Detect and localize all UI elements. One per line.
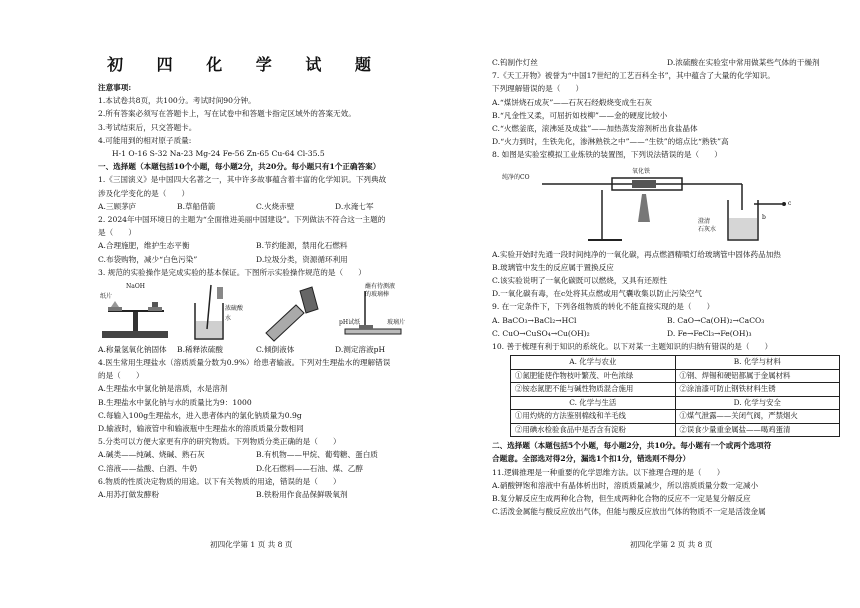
q8-option-c: C.该实验说明了一氧化碳既可以燃烧，又具有还原性 <box>492 276 668 286</box>
q1-stem: 1.《三国演义》是中国四大名著之一，其中许多故事蕴含着丰富的化学知识。下列典故 <box>98 175 387 185</box>
q9-option-b: B. CaO→Ca(OH)₂→CaCO₃ <box>667 315 765 325</box>
q2-option-a: A.合理施肥，维护生态平衡 <box>98 241 190 251</box>
table-cell: ②涂油漆可防止钢铁材料生锈 <box>675 383 840 397</box>
q1-options <box>98 200 414 213</box>
q6-stem: 6.物质的性质决定物质的用途。以下有关物质的用途，错误的是（ ） <box>98 476 341 486</box>
q7-option-b: B.“凡金性又柔，可屈折如枝柳”——金的硬度比较小 <box>492 110 668 120</box>
q3-figure-d-ph <box>335 281 414 343</box>
note-4: 4.可能用到的相对原子质量: <box>98 135 192 145</box>
table-row <box>511 396 840 410</box>
table-cell: ①氮肥能使作物枝叶繁茂、叶色浓绿 <box>511 369 676 383</box>
q3-stem: 3. 规范的实验操作是完成实验的基本保证。下图所示实验操作规范的是（ ） <box>98 267 366 277</box>
page-1-footer: 初四化学第 1 页 共 8 页 <box>210 540 293 549</box>
page-2-footer: 初四化学第 2 页 共 8 页 <box>630 540 713 549</box>
q3-figure-c-pouring <box>256 281 335 343</box>
q4-option-c: C.每输入100g生理盐水，进入患者体内的氯化钠质量为0.9g <box>98 410 302 420</box>
label-limewater-2: 石灰水 <box>698 225 717 233</box>
exam-title: 初 四 化 学 试 题 <box>107 55 385 74</box>
table-cell: B. 化学与材料 <box>675 356 840 370</box>
note-2: 2.所有答案必须写在答题卡上，写在试卷中和答题卡指定区域外的答案无效。 <box>98 109 356 119</box>
atomic-masses: H-1 O-16 S-32 Na-23 Mg-24 Fe-56 Zn-65 Cu-64 Cl-35.5 <box>112 149 325 159</box>
q4-option-a: A.生理盐水中氯化钠是溶质，水是溶剂 <box>98 384 228 394</box>
label-paper: 纸片 <box>100 293 113 301</box>
q4-stem-cont: 的是（ ） <box>98 371 144 381</box>
q3-caption-b: B.稀释浓硫酸 <box>177 345 223 355</box>
table-cell: D. 化学与安全 <box>675 396 840 410</box>
q8-option-d: D.一氧化碳有毒，在c处将其点燃或用气囊收集以防止污染空气 <box>492 289 702 299</box>
q3-caption-a: A.称量氢氧化钠固体 <box>98 345 167 355</box>
note-3: 3.考试结束后，只交答题卡。 <box>98 122 197 132</box>
q8-stem: 8. 如图是实验室模拟工业炼铁的装置图，下列说法错误的是（ ） <box>492 150 722 160</box>
q5-option-a: A.碱类——纯碱、烧碱、熟石灰 <box>98 450 205 460</box>
q1-option-c: C.火烧赤壁 <box>256 201 295 211</box>
q3-figures <box>98 281 414 343</box>
q1-option-d: D.水淹七军 <box>335 201 374 211</box>
section-2-heading-cont: 合题意。全部选对得2分，漏选1个扣1分，错选则不得分） <box>492 454 691 464</box>
q7-option-c: C.“火燃釜底，滚沸延及成盐”——加热蒸发溶剂析出食盐晶体 <box>492 124 698 134</box>
table-cell: ②铵态氮肥不能与碱性物质混合施用 <box>511 383 676 397</box>
q5-option-b: B.有机物——甲烷、葡萄糖、蛋白质 <box>256 450 378 460</box>
table-cell: ②误食少量重金属盐——喝鸡蛋清 <box>675 423 840 437</box>
q3-caption-c: C.倾倒液体 <box>256 345 295 355</box>
q3-caption-d: D.测定溶液pH <box>335 345 386 355</box>
table-row <box>511 369 840 383</box>
q9-option-c: C. CuO→CuSO₄→Cu(OH)₂ <box>492 328 590 338</box>
label-glass: 玻璃片 <box>387 319 406 327</box>
q9-options-row2 <box>492 327 842 340</box>
q6-option-a: A.用苏打做发酵粉 <box>98 490 160 500</box>
q5-options-row2 <box>98 462 414 475</box>
q6-option-c: C.钨制作灯丝 <box>492 58 538 67</box>
section-2-heading: 二、选择题（本题包括5个小题，每小题2分，共10分。每小题有一个或两个选项符 <box>492 441 772 451</box>
q9-stem: 9. 在一定条件下，下列各组物质的转化不能直接实现的是（ ） <box>492 302 715 312</box>
q8-option-a: A.实验开始时先通一段时间纯净的一氧化碳，再点燃酒精喷灯给玻璃管中固体药品加热 <box>492 249 781 259</box>
label-pure-co: 纯净的CO <box>502 173 530 181</box>
label-ph-paper: pH试纸 <box>339 319 361 327</box>
q1-option-a: A.三顾茅庐 <box>98 201 137 211</box>
label-c: c <box>788 199 792 207</box>
table-cell: C. 化学与生活 <box>511 396 676 410</box>
label-b: b <box>762 213 766 221</box>
q2-option-d: D.垃圾分类，资源循环利用 <box>256 254 348 264</box>
q6-option-b: B.铁粉用作食品保鲜吸氧剂 <box>256 490 348 500</box>
q6-options-row1 <box>98 488 414 501</box>
table-cell: ②用碘水检验食品中是否含有淀粉 <box>511 423 676 437</box>
q10-knowledge-table <box>510 355 840 437</box>
note-1: 1.本试卷共8页，共100分。考试时间90分钟。 <box>98 96 256 106</box>
q11-option-c: C.活泼金属能与酸反应放出气体，但能与酸反应放出气体的物质不一定是活泼金属 <box>492 507 766 517</box>
q5-options-row1 <box>98 448 414 461</box>
q5-option-c: C.溶液——盐酸、白酒、牛奶 <box>98 463 198 473</box>
q8-apparatus-figure <box>492 164 842 246</box>
q7-option-a: A.“煤饼烧石成灰”——石灰石经煅烧变成生石灰 <box>492 97 652 107</box>
q3-captions <box>98 343 414 356</box>
q9-option-a: A. BaCO₃→BaCl₂→HCl <box>492 315 577 325</box>
q8-option-b: B.玻璃管中发生的反应属于置换反应 <box>492 262 614 272</box>
q7-stem: 7.《天工开物》被誉为“中国17世纪的工艺百科全书”，其中蕴含了大量的化学知识。 <box>492 71 775 81</box>
q2-options-row1 <box>98 239 414 252</box>
label-limewater: 澄清 <box>698 217 711 225</box>
q6-option-d: D.浓硫酸在实验室中常用做某些气体的干燥剂 <box>667 58 820 67</box>
notes-heading: 注意事项: <box>98 83 132 92</box>
q11-option-b: B.复分解反应生成两种化合物，但生成两种化合物的反应不一定是复分解反应 <box>492 494 751 504</box>
q7-stem-cont: 下列理解错误的是（ ） <box>492 84 584 94</box>
table-row <box>511 410 840 424</box>
table-cell: ①用灼烧的方法鉴别棉线和羊毛线 <box>511 410 676 424</box>
table-cell: ①钢、焊锡和硬铝都属于金属材料 <box>675 369 840 383</box>
q3-figure-a-balance <box>98 281 177 343</box>
q9-options-row1 <box>492 314 842 327</box>
label-iron-oxide: 氧化铁 <box>632 167 651 175</box>
q6-options-row2 <box>492 56 842 69</box>
label-naoh: NaOH <box>126 283 145 291</box>
label-rod-2: 的玻璃棒 <box>365 291 390 299</box>
q4-stem: 4.医生常用生理盐水（溶质质量分数为0.9%）给患者输液。下列对生理盐水的理解错误 <box>98 358 391 368</box>
q5-stem: 5.分类可以方便大家更有序的研究物质。下列物质分类正确的是（ ） <box>98 437 341 447</box>
label-rod: 蘸有待测液 <box>365 283 396 291</box>
q11-stem: 11.逻辑推理是一种重要的化学思维方法。以下推理合理的是（ ） <box>492 467 725 477</box>
q2-option-b: B.节约能源，禁用化石燃料 <box>256 241 348 251</box>
table-cell: ①煤气泄露——关闭气阀，严禁烟火 <box>675 410 840 424</box>
section-1-heading: 一、选择题（本题包括10个小题，每小题2分，共20分。每小题只有1个正确答案） <box>98 162 381 172</box>
q3-figure-b-dilution <box>177 281 256 343</box>
label-water: 水 <box>225 315 232 323</box>
q10-stem: 10. 善于梳理有利于知识的系统化。以下对某一主题知识的归纳有错误的是（ ） <box>492 342 773 352</box>
table-row <box>511 356 840 370</box>
q4-option-d: D.输液时，输液管中和输液瓶中生理盐水的溶质质量分数相同 <box>98 424 304 434</box>
label-acid: 浓硫酸 <box>225 305 244 313</box>
table-row <box>511 383 840 397</box>
table-cell: A. 化学与农业 <box>511 356 676 370</box>
q7-option-d: D.“火力到时，生铁先化，渗淋熟铁之中”——“生铁”的熔点比“熟铁”高 <box>492 137 729 147</box>
q4-option-b: B.生理盐水中氯化钠与水的质量比为9：1000 <box>98 397 252 407</box>
q2-option-c: C.布袋购物，减少“白色污染” <box>98 254 198 264</box>
q11-option-a: A.硝酸钾饱和溶液中有晶体析出时，溶质质量减少，所以溶质质量分数一定减小 <box>492 480 759 490</box>
q2-stem-cont: 是（ ） <box>98 228 136 238</box>
table-row <box>511 423 840 437</box>
q2-stem: 2. 2024年中国环境日的主题为“全面推进美丽中国建设”。下列做法不符合这一主题的 <box>98 215 386 225</box>
q1-stem-cont: 涉及化学变化的是（ ） <box>98 188 190 198</box>
q2-options-row2 <box>98 253 414 266</box>
q5-option-d: D.化石燃料——石油、煤、乙醇 <box>256 463 363 473</box>
exam-page-2 <box>430 0 860 608</box>
q1-option-b: B.草船借箭 <box>177 201 216 211</box>
q9-option-d: D. Fe→FeCl₃→Fe(OH)₃ <box>667 328 752 338</box>
